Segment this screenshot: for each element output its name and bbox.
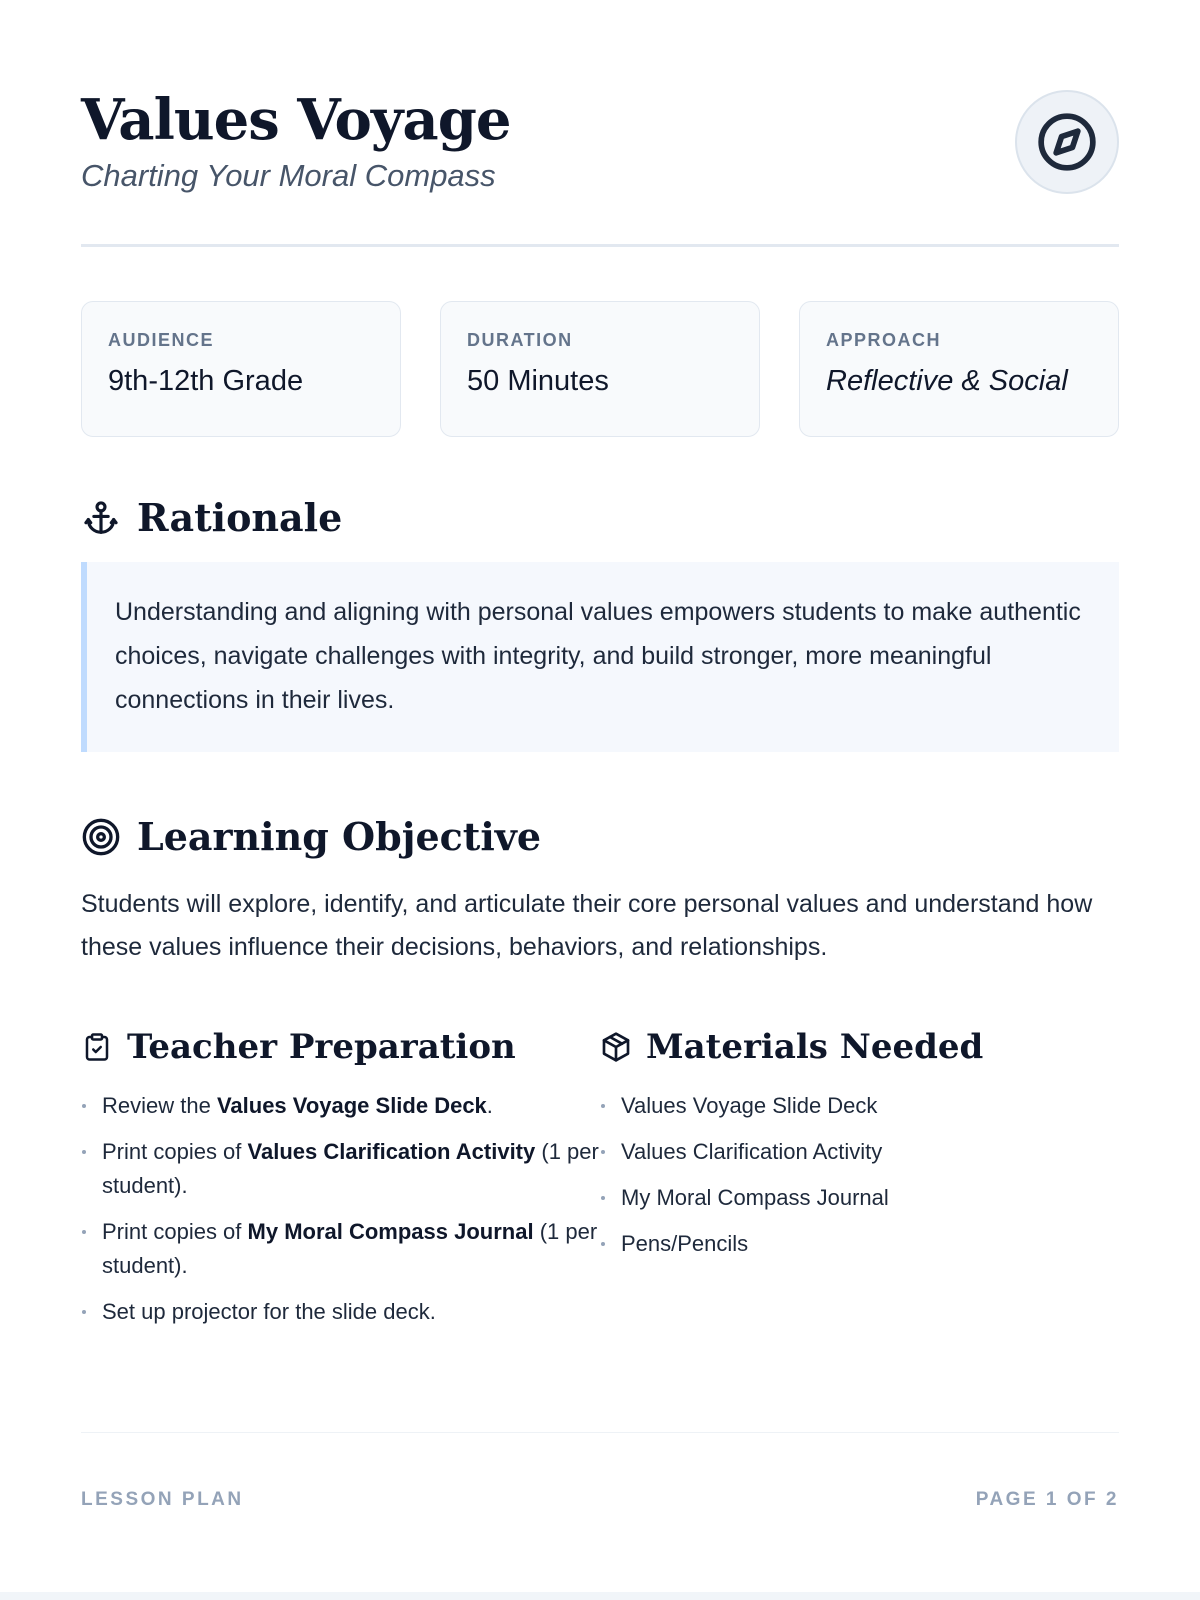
info-cards (81, 301, 1119, 437)
teacher-preparation (81, 1027, 600, 1341)
package-icon (600, 1031, 632, 1063)
rationale-heading (81, 495, 1119, 540)
footer-divider (81, 1432, 1119, 1433)
card-label: AUDIENCE (108, 330, 215, 350)
card-label: APPROACH (826, 330, 942, 350)
target-icon (81, 817, 121, 857)
objective-heading (81, 814, 1119, 859)
list-item: Print copies of My Moral Compass Journal (1 per student). (81, 1215, 600, 1283)
column-title: Teacher Preparation (127, 1027, 516, 1067)
materials-needed (600, 1027, 1119, 1341)
anchor-icon (81, 498, 121, 538)
page-footer (81, 1489, 1119, 1511)
header-divider (81, 244, 1119, 247)
list-item: Values Voyage Slide Deck (600, 1089, 1119, 1123)
rationale-text: Understanding and aligning with personal values empowers students to make authentic choices, navigate challenges with integrity, and build stronger, more meaningful connections in their lives. (81, 562, 1119, 752)
card-value: Reflective & Social (826, 365, 1068, 397)
duration-card (440, 301, 760, 437)
list-item: Values Clarification Activity (600, 1135, 1119, 1169)
page-number: PAGE 1 OF 2 (975, 1489, 1119, 1510)
preparation-list (81, 1089, 600, 1329)
section-title: Rationale (137, 495, 343, 540)
card-label: DURATION (467, 330, 573, 350)
compass-badge (1015, 90, 1119, 194)
page-header (81, 0, 1119, 244)
list-item: Pens/Pencils (600, 1227, 1119, 1261)
card-value: 50 Minutes (467, 365, 609, 397)
section-title: Learning Objective (137, 814, 542, 859)
clipboard-check-icon (81, 1031, 113, 1063)
list-item: My Moral Compass Journal (600, 1181, 1119, 1215)
list-item: Set up projector for the slide deck. (81, 1295, 600, 1329)
approach-card (799, 301, 1119, 437)
compass-icon (1036, 111, 1098, 173)
column-title: Materials Needed (646, 1027, 984, 1067)
footer-doc-type: LESSON PLAN (81, 1489, 244, 1510)
list-item: Review the Values Voyage Slide Deck. (81, 1089, 600, 1123)
materials-heading (600, 1027, 1119, 1067)
page-title: Values Voyage (81, 87, 511, 153)
preparation-heading (81, 1027, 600, 1067)
prep-materials-columns (81, 1027, 1119, 1341)
page-subtitle: Charting Your Moral Compass (81, 158, 496, 193)
audience-card (81, 301, 401, 437)
card-value: 9th-12th Grade (108, 365, 304, 397)
materials-list (600, 1089, 1119, 1261)
list-item: Print copies of Values Clarification Activity (1 per student). (81, 1135, 600, 1203)
objective-text: Students will explore, identify, and articulate their core personal values and understand how these values influence their decisions, behaviors, and relationships. (81, 890, 1093, 961)
